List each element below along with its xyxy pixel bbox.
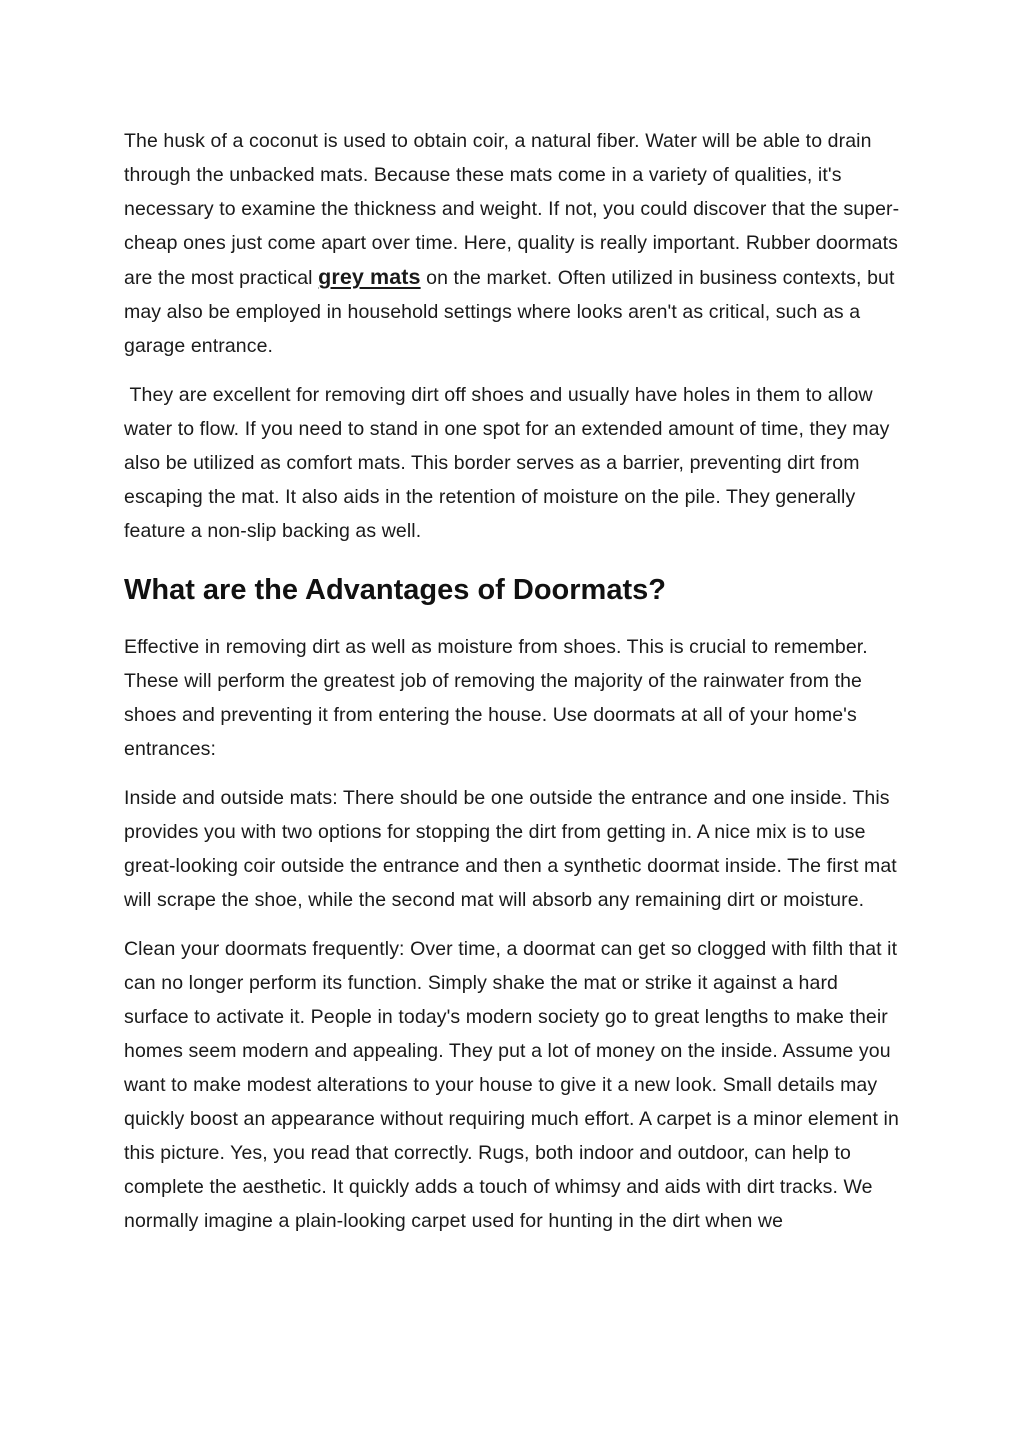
- paragraph-coir-text-after: on the market. Often utilized in business contexts, but may also be employed in household settings where looks aren't as critical, such as a garage entrance.: [124, 267, 895, 357]
- paragraph-clean-doormats: Clean your doormats frequently: Over time, a doormat can get so clogged with filth that it can no longer perform its function. Simply shake the mat or strike it against a hard surface to activate it. People in today's modern society go to great lengths to make their homes seem modern and appealing. They put a lot of money on the inside. Assume you want to make modest alterations to your house to give it a new look. Small details may quickly boost an appearance without requiring much effort. A carpet is a minor element in this picture. Yes, you read that correctly. Rugs, both indoor and outdoor, can help to complete the aesthetic. It quickly adds a touch of whimsy and aids with dirt tracks. We normally imagine a plain-looking carpet used for hunting in the dirt when we: [124, 938, 899, 1232]
- paragraph-advantages: Effective in removing dirt as well as moisture from shoes. This is crucial to remember. These will perform the greatest job of removing the majority of the rainwater from the shoes and preventing it from entering the house. Use doormats at all of your home's entrances:: [124, 636, 868, 760]
- grey-mats-link[interactable]: grey mats: [318, 265, 421, 289]
- paragraph-coir-text-before: The husk of a coconut is used to obtain coir, a natural fiber. Water will be able to drain through the unbacked mats. Because these mats come in a variety of qualities, it's necessary to examine the thickness and weight. If not, you could discover that the super-cheap ones just come apart over time. Here, quality is really important. Rubber doormats are the most practical: [124, 130, 900, 289]
- section-heading: What are the Advantages of Doormats?: [124, 574, 666, 606]
- paragraph-inside-outside-mats: Inside and outside mats: There should be one outside the entrance and one inside. This provides you with two options for stopping the dirt from getting in. A nice mix is to use great-looking coir outside the entrance and then a synthetic doormat inside. The first mat will scrape the shoe, while the second mat will absorb any remaining dirt or moisture.: [124, 787, 897, 911]
- paragraph-rubber-mats: They are excellent for removing dirt off shoes and usually have holes in them to allow water to flow. If you need to stand in one spot for an extended amount of time, they may also be utilized as comfort mats. This border serves as a barrier, preventing dirt from escaping the mat. It also aids in the retention of moisture on the pile. They generally feature a non-slip backing as well.: [124, 384, 895, 542]
- paragraph-coir: [124, 124, 901, 363]
